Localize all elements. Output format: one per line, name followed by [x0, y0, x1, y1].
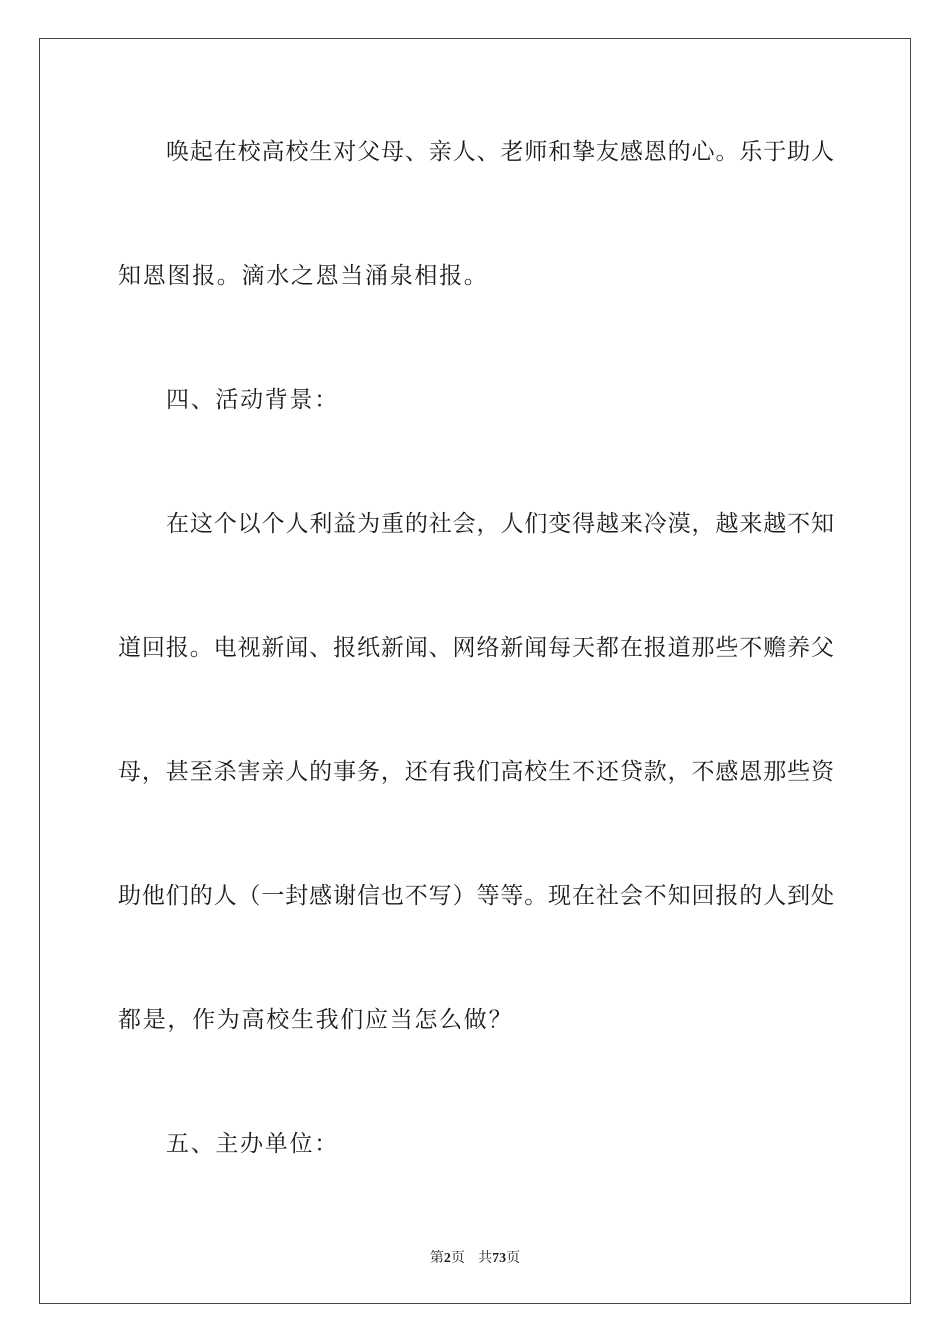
paragraph-line-2: 知恩图报。滴水之恩当涌泉相报。 — [118, 263, 489, 289]
paragraph-line-6: 助他们的人（一封感谢信也不写）等等。现在社会不知回报的人到处 — [118, 883, 834, 909]
section-heading-background: 四、活动背景： — [166, 387, 339, 413]
paragraph-line-5: 母，甚至杀害亲人的事务，还有我们高校生不还贷款，不感恩那些资 — [118, 759, 834, 785]
total-pages: 73 — [492, 1251, 507, 1266]
page-number: 2 — [443, 1251, 451, 1266]
paragraph-line-7: 都是，作为高校生我们应当怎么做？ — [118, 1007, 514, 1033]
page-border — [39, 38, 911, 1304]
page-suffix: 页 — [450, 1250, 465, 1266]
page-footer — [0, 1247, 950, 1267]
total-suffix: 页 — [506, 1250, 521, 1266]
paragraph-line-4: 道回报。电视新闻、报纸新闻、网络新闻每天都在报道那些不赡养父 — [118, 635, 834, 661]
paragraph-line-1: 唤起在校高校生对父母、亲人、老师和挚友感恩的心。乐于助人 — [166, 139, 834, 165]
page-prefix: 第 — [429, 1250, 444, 1266]
paragraph-line-3: 在这个以个人利益为重的社会，人们变得越来冷漠，越来越不知 — [166, 511, 834, 537]
total-prefix: 共 — [478, 1250, 493, 1266]
section-heading-organizer: 五、主办单位： — [166, 1131, 339, 1157]
